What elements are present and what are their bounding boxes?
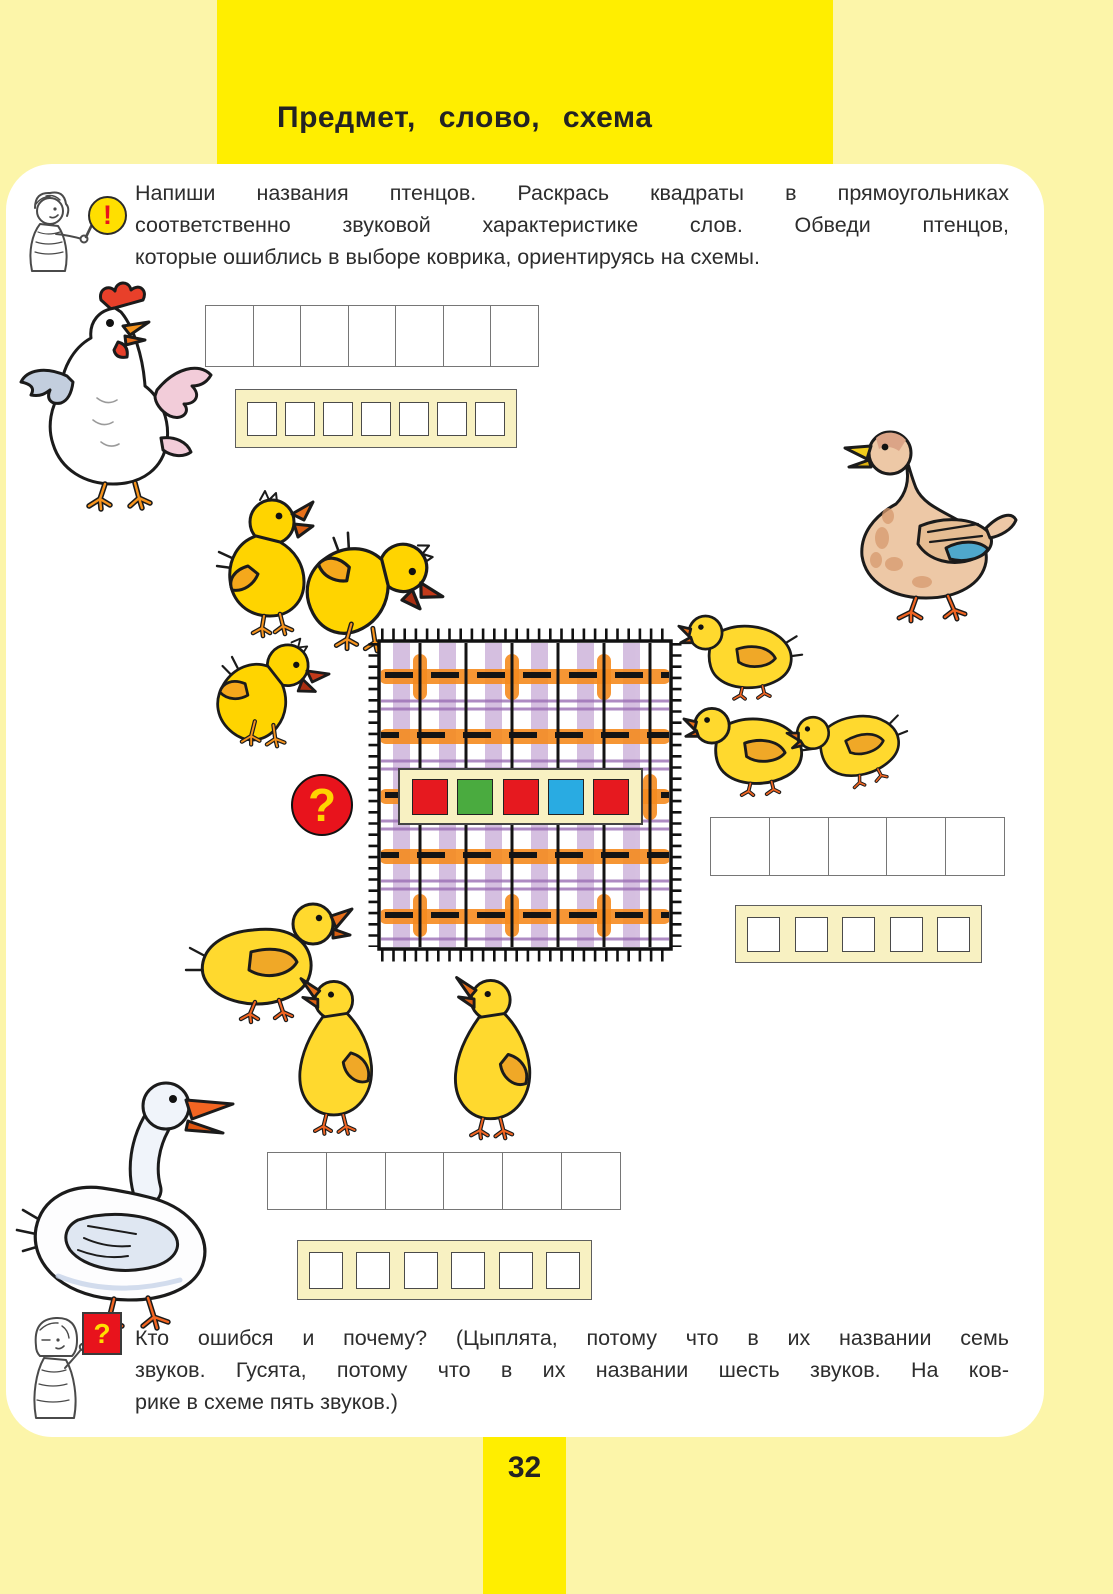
scheme-color-square-red [412,779,448,815]
duckling-illustration-1[interactable] [675,605,805,697]
rug-sound-scheme [398,768,643,825]
goose-illustration [18,1070,258,1340]
text-line: Напиши названия птенцов. Раскрась квадраты в прямоугольниках [135,181,1009,205]
letter-cell[interactable] [503,1153,562,1209]
sound-cell[interactable] [890,917,923,952]
letter-cell[interactable] [301,306,349,366]
letter-cell[interactable] [268,1153,327,1209]
sound-cell[interactable] [399,402,429,436]
sound-scheme-duck[interactable] [735,905,982,963]
word-cells-duck[interactable] [710,817,1005,876]
gosling-illustration-2[interactable] [280,972,398,1130]
text-line: звуков. Гусята, потому что в их названии шесть звуков. На ков- [135,1358,1009,1382]
text-line: рике в схеме пять звуков.) [135,1390,398,1414]
text-line: соответственно звуковой характеристике слов. Обведи птенцов, [135,213,1009,237]
question-badge: ? [82,1312,122,1355]
letter-cell[interactable] [562,1153,620,1209]
letter-cell[interactable] [887,818,946,875]
chick-illustration-3[interactable] [198,625,333,750]
letter-cell[interactable] [254,306,302,366]
letter-cell[interactable] [386,1153,445,1209]
letter-cell[interactable] [491,306,538,366]
letter-cell[interactable] [770,818,829,875]
sound-scheme-goose[interactable] [297,1240,592,1300]
sound-cell[interactable] [499,1252,533,1289]
scheme-color-square-blue [548,779,584,815]
sound-cell[interactable] [437,402,467,436]
letter-cell[interactable] [206,306,254,366]
sound-cell[interactable] [285,402,315,436]
sound-cell[interactable] [747,917,780,952]
sound-cell[interactable] [475,402,505,436]
sound-cell[interactable] [356,1252,390,1289]
page-number-strip [483,1437,566,1594]
sound-cell[interactable] [309,1252,343,1289]
instruction-text [135,177,1009,273]
letter-cell[interactable] [396,306,444,366]
word-cells-hen[interactable] [205,305,539,367]
sound-cell[interactable] [247,402,277,436]
scheme-color-square-green [457,779,493,815]
word-cells-goose[interactable] [267,1152,621,1210]
sound-cell[interactable] [795,917,828,952]
sound-cell[interactable] [404,1252,438,1289]
letter-cell[interactable] [829,818,888,875]
duck-illustration [830,420,1010,615]
sound-cell[interactable] [937,917,970,952]
sound-cell[interactable] [451,1252,485,1289]
letter-cell[interactable] [327,1153,386,1209]
question-text [135,1322,1009,1418]
title-block [217,0,833,165]
gosling-illustration-3[interactable] [440,970,552,1135]
sound-cell[interactable] [323,402,353,436]
text-line: Кто ошибся и почему? (Цыплята, потому что в их названии семь [135,1326,1009,1350]
page-number: 32 [507,1451,542,1484]
sound-cell[interactable] [842,917,875,952]
sound-cell[interactable] [546,1252,580,1289]
letter-cell[interactable] [946,818,1004,875]
scheme-color-square-red [503,779,539,815]
letter-cell[interactable] [444,1153,503,1209]
letter-cell[interactable] [444,306,492,366]
letter-cell[interactable] [711,818,770,875]
exclamation-badge: ! [88,196,127,235]
text-line: которые ошиблись в выборе коврика, ориентируясь на схемы. [135,245,760,269]
hen-illustration [15,278,220,508]
page-title: Предмет, слово, схема [277,101,653,134]
scheme-color-square-red [593,779,629,815]
letter-cell[interactable] [349,306,397,366]
sound-cell[interactable] [361,402,391,436]
sound-scheme-hen[interactable] [235,389,517,448]
question-mark-circle: ? [291,774,353,836]
